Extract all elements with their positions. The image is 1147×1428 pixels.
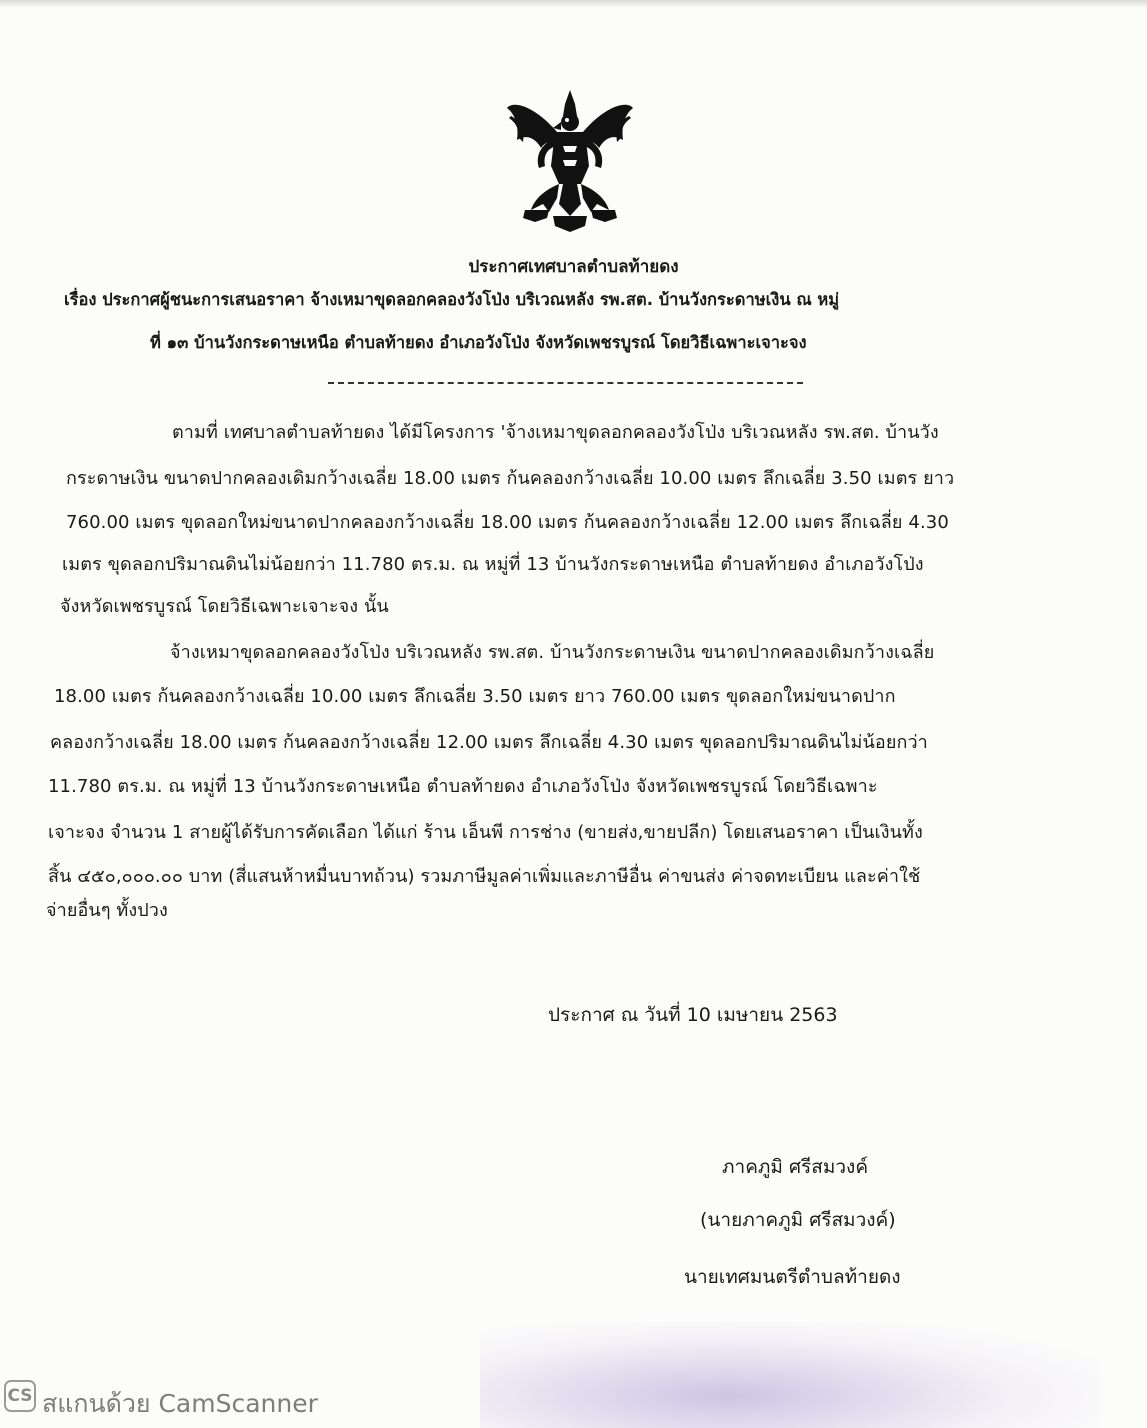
paragraph2-line: สิ้น ๔๕๐,๐๐๐.๐๐ บาท (สี่แสนห้าหมื่นบาทถ้วน) รวมภาษีมูลค่าเพิ่มและภาษีอื่น ค่าขนส่ง ค่าจดทะเบียน และค่าใช้ [48, 866, 921, 887]
signature-position: นายเทศมนตรีตำบลท้ายดง [684, 1266, 901, 1288]
camscanner-watermark [2, 1376, 342, 1422]
signature-name: ภาคภูมิ ศรีสมวงค์ [722, 1156, 869, 1178]
paragraph1-line: กระดาษเงิน ขนาดปากคลองเดิมกว้างเฉลี่ย 18.00 เมตร ก้นคลองกว้างเฉลี่ย 10.00 เมตร ลึกเฉลี่ย 3.50 เมตร ยาว [66, 468, 955, 489]
paragraph1-line: เมตร ขุดลอกปริมาณดินไม่น้อยกว่า 11.780 ตร.ม. ณ หมู่ที่ 13 บ้านวังกระดาษเหนือ ตำบลท้ายดง อำเภอวังโป่ง [62, 554, 924, 575]
signature-full-name: (นายภาคภูมิ ศรีสมวงค์) [700, 1209, 896, 1231]
subject-line-2: ที่ ๑๓ บ้านวังกระดาษเหนือ ตำบลท้ายดง อำเภอวังโป่ง จังหวัดเพชรบูรณ์ โดยวิธีเฉพาะเจาะจง [150, 333, 807, 352]
garuda-emblem-icon [505, 86, 635, 236]
paragraph2-line: เจาะจง จำนวน 1 สายผู้ได้รับการคัดเลือก ได้แก่ ร้าน เอ็นพี การช่าง (ขายส่ง,ขายปลีก) โดยเสนอราคา เป็นเงินทั้ง [48, 822, 923, 843]
paragraph1-line: ตามที่ เทศบาลตำบลท้ายดง ได้มีโครงการ 'จ้างเหมาขุดลอกคลองวังโป่ง บริเวณหลัง รพ.สต. บ้านวัง [172, 422, 939, 443]
paragraph2-line: คลองกว้างเฉลี่ย 18.00 เมตร ก้นคลองกว้างเฉลี่ย 12.00 เมตร ลึกเฉลี่ย 4.30 เมตร ขุดลอกปริมาณดินไม่น้อยกว่า [50, 732, 928, 753]
stamp-smear [480, 1322, 1100, 1428]
paragraph2-line: 18.00 เมตร ก้นคลองกว้างเฉลี่ย 10.00 เมตร ลึกเฉลี่ย 3.50 เมตร ยาว 760.00 เมตร ขุดลอกใหม่ขนาดปาก [54, 686, 896, 707]
scan-edge-shadow [0, 0, 1147, 8]
announcement-date: ประกาศ ณ วันที่ 10 เมษายน 2563 [548, 1004, 838, 1026]
separator-line [328, 382, 803, 384]
page-title: ประกาศเทศบาลตำบลท้ายดง [468, 257, 679, 277]
camscanner-logo-icon: CS [4, 1380, 36, 1412]
paragraph1-line: จังหวัดเพชรบูรณ์ โดยวิธีเฉพาะเจาะจง นั้น [60, 596, 389, 617]
paragraph2-line: จ่ายอื่นๆ ทั้งปวง [46, 900, 168, 921]
subject-line-1: เรื่อง ประกาศผู้ชนะการเสนอราคา จ้างเหมาขุดลอกคลองวังโป่ง บริเวณหลัง รพ.สต. บ้านวังกระดาษเงิน ณ หมู่ [64, 290, 840, 309]
camscanner-text: สแกนด้วย CamScanner [42, 1389, 318, 1418]
paragraph1-line: 760.00 เมตร ขุดลอกใหม่ขนาดปากคลองกว้างเฉลี่ย 18.00 เมตร ก้นคลองกว้างเฉลี่ย 12.00 เมตร ลึกเฉลี่ย 4.30 [66, 512, 949, 533]
paragraph2-line: จ้างเหมาขุดลอกคลองวังโป่ง บริเวณหลัง รพ.สต. บ้านวังกระดาษเงิน ขนาดปากคลองเดิมกว้างเฉลี่ย [170, 642, 935, 663]
paragraph2-line: 11.780 ตร.ม. ณ หมู่ที่ 13 บ้านวังกระดาษเหนือ ตำบลท้ายดง อำเภอวังโป่ง จังหวัดเพชรบูรณ์ โดยวิธีเฉพาะ [48, 776, 878, 797]
